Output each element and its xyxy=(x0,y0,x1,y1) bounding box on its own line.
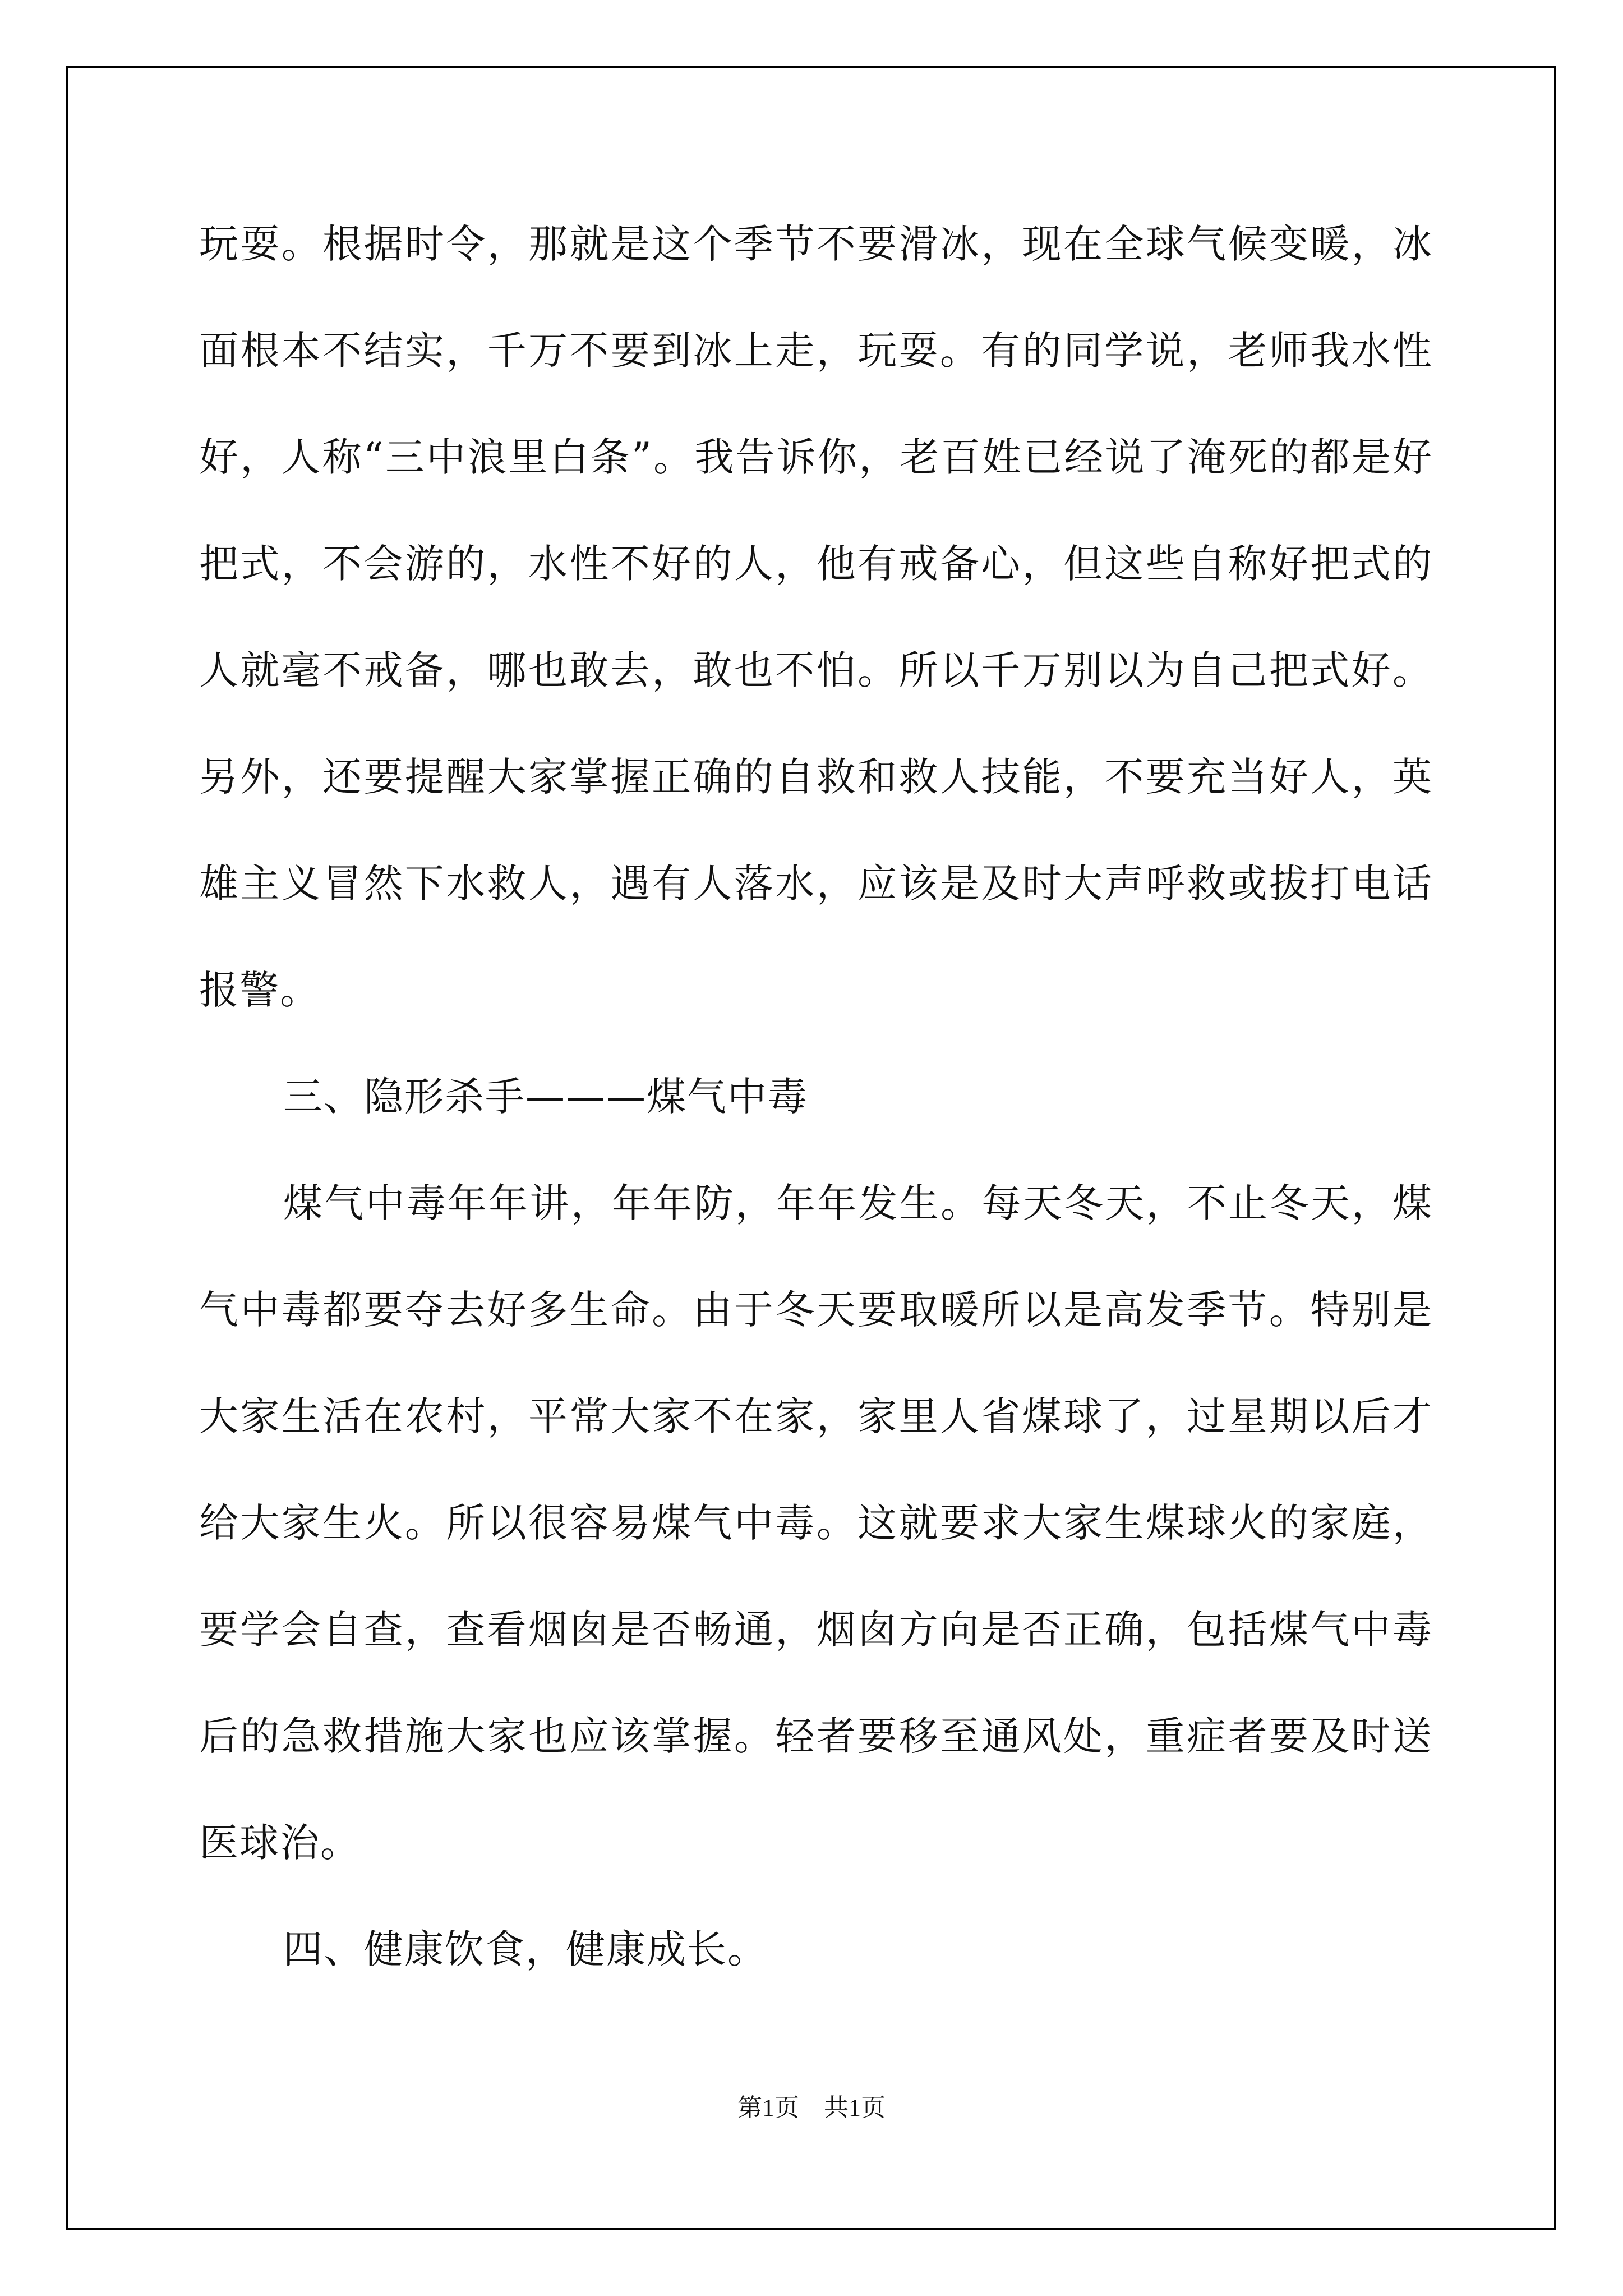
section-heading: 四、健康饮食，健康成长。 xyxy=(283,1926,768,1972)
text-line: 好，人称“三中浪里白条”。我告诉你，老百姓已经说了淹死的都是好 xyxy=(199,434,1433,480)
text-line: 要学会自查，查看烟囱是否畅通，烟囱方向是否正确，包括煤气中毒 xyxy=(199,1607,1433,1653)
text-line: 后的急救措施大家也应该掌握。轻者要移至通风处，重症者要及时送 xyxy=(199,1713,1433,1759)
text-line: 医球治。 xyxy=(199,1820,361,1866)
text-line: 面根本不结实，千万不要到冰上走，玩耍。有的同学说，老师我水性 xyxy=(199,328,1433,374)
page-footer xyxy=(0,2091,1623,2125)
text-line: 另外，还要提醒大家掌握正确的自救和救人技能，不要充当好人，英 xyxy=(199,754,1433,800)
text-line: 玩耍。根据时令，那就是这个季节不要滑冰，现在全球气候变暖，冰 xyxy=(199,221,1433,267)
text-line: 人就毫不戒备，哪也敢去，敢也不怕。所以千万别以为自己把式好。 xyxy=(199,647,1433,693)
text-line: 给大家生火。所以很容易煤气中毒。这就要求大家生煤球火的家庭， xyxy=(199,1500,1433,1546)
text-line: 把式，不会游的，水性不好的人，他有戒备心，但这些自称好把式的 xyxy=(199,541,1433,587)
page-number-label: 第1页 共1页 xyxy=(737,2094,886,2122)
document-body xyxy=(199,205,1433,2017)
text-line: 大家生活在农村，平常大家不在家，家里人省煤球了，过星期以后才 xyxy=(199,1393,1433,1439)
section-heading: 三、隐形杀手———煤气中毒 xyxy=(283,1074,808,1120)
text-line: 雄主义冒然下水救人，遇有人落水，应该是及时大声呼救或拔打电话 xyxy=(199,861,1433,907)
text-line: 报警。 xyxy=(199,967,320,1013)
text-line: 煤气中毒年年讲，年年防，年年发生。每天冬天，不止冬天，煤 xyxy=(283,1180,1433,1226)
text-line: 气中毒都要夺去好多生命。由于冬天要取暖所以是高发季节。特别是 xyxy=(199,1287,1433,1333)
